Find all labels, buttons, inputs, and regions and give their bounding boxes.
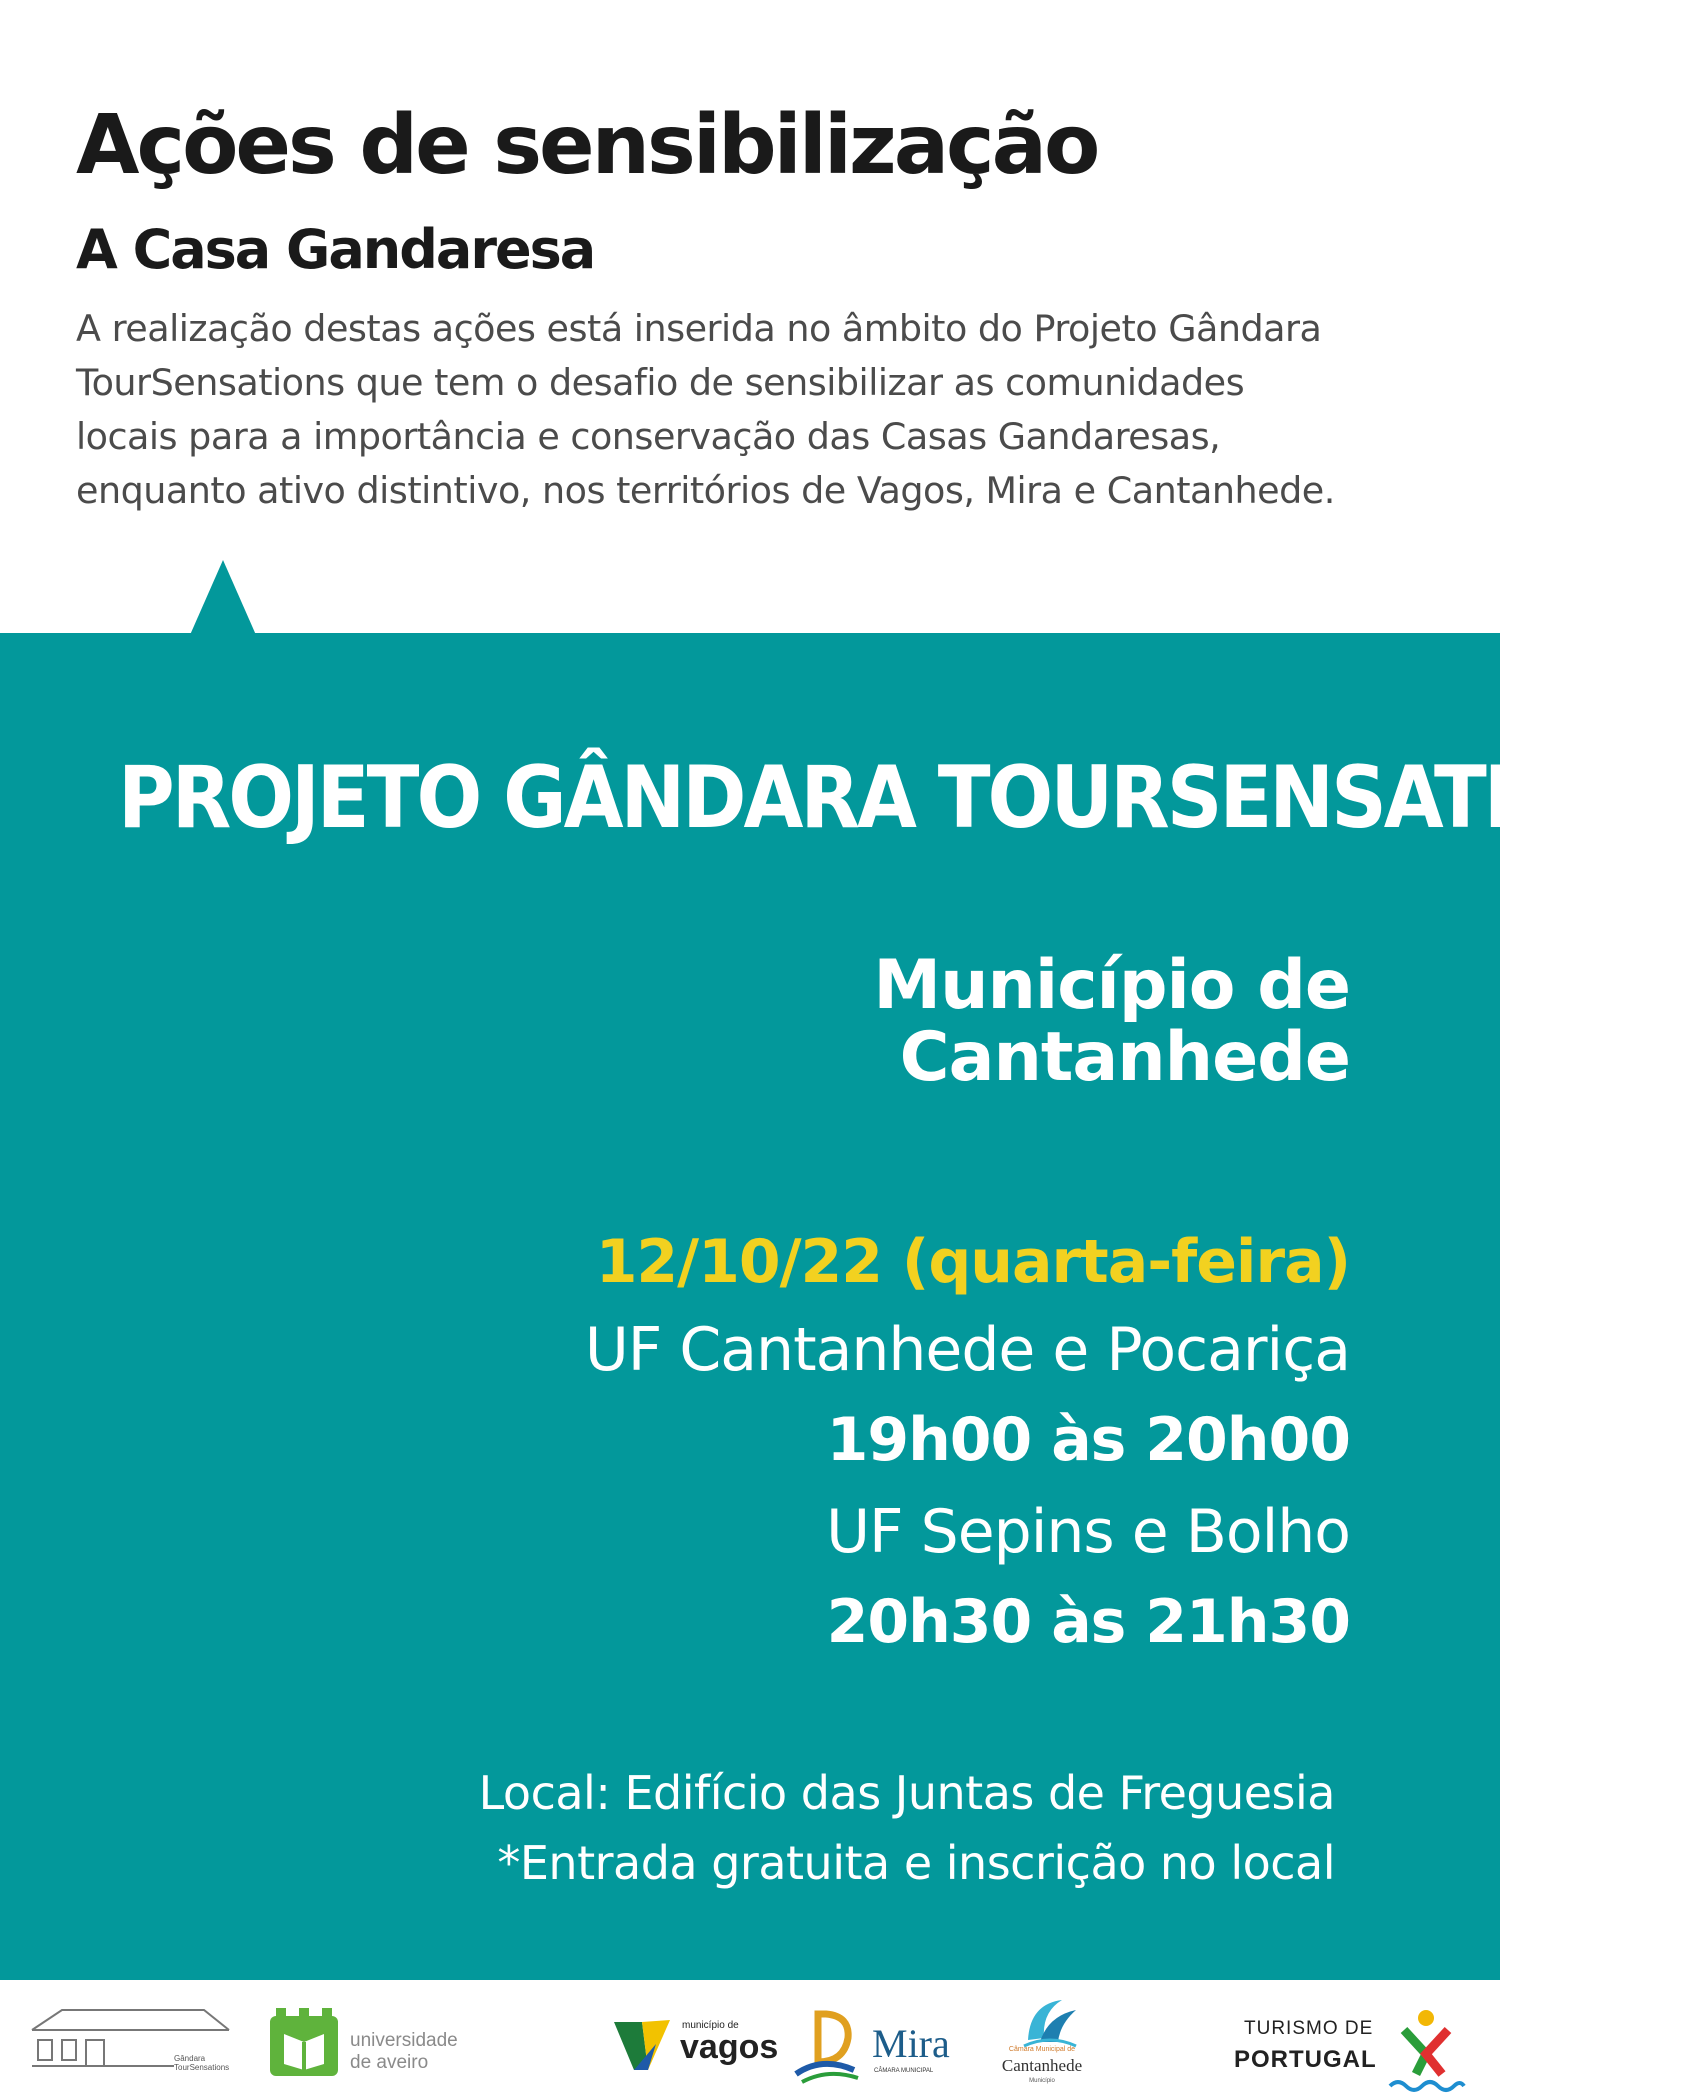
intro-line: locais para a importância e conservação das Casas Gandaresas, [76, 415, 1221, 458]
entry-note: *Entrada gratuita e inscrição no local [497, 1836, 1335, 1890]
cantanhede-small: Câmara Municipal de [1008, 2046, 1076, 2053]
turismo-line2: PORTUGAL [1234, 2046, 1377, 2073]
intro-line: enquanto ativo distintivo, nos territórios de Vagos, Mira e Cantanhede. [76, 469, 1335, 512]
mira-sub: CÂMARA MUNICIPAL [874, 2068, 934, 2074]
ua-line1: universidade [350, 2030, 458, 2051]
ua-line2: de aveiro [350, 2052, 429, 2073]
municipality-line: Cantanhede [899, 1018, 1350, 1097]
vagos-name: vagos [680, 2028, 779, 2066]
municipality-line: Município de [873, 946, 1350, 1025]
vagos-small-text: município de [682, 2020, 739, 2031]
cantanhede-name: Cantanhede [1001, 2056, 1083, 2075]
intro-paragraph [76, 302, 1436, 518]
session-location: UF Sepins e Bolho [826, 1497, 1350, 1567]
turismo-portugal-logo [1230, 2008, 1470, 2094]
cantanhede-logo [992, 1994, 1092, 2098]
gandara-sub: TourSensations [174, 2063, 230, 2072]
ua-logo [270, 2008, 480, 2073]
session-time: 19h00 às 20h00 [826, 1405, 1350, 1475]
municipality-heading [873, 946, 1350, 1097]
mira-emblem-icon [792, 2008, 872, 2088]
cantanhede-emblem-icon [1020, 1994, 1080, 2050]
turismo-line1: TURISMO DE [1244, 2018, 1374, 2039]
intro-line: TourSensations que tem o desafio de sensibilizar as comunidades [76, 361, 1245, 404]
header-section [0, 0, 1500, 633]
project-title: PROJETO GÂNDARA TOURSENSATIONS [118, 748, 1687, 848]
page-subtitle: A Casa Gandaresa [76, 218, 595, 281]
gandara-logo [24, 2004, 234, 2090]
house-outline-icon [24, 2004, 234, 2090]
vagos-emblem-icon [612, 2014, 676, 2074]
sponsor-footer [0, 1980, 1500, 2100]
turismo-figure-icon [1386, 2008, 1466, 2094]
ua-emblem-icon [270, 2008, 338, 2076]
speech-pointer [190, 560, 256, 635]
vagos-logo [612, 2014, 779, 2074]
gandara-name: Gândara [174, 2054, 206, 2063]
mira-logo [792, 2008, 962, 2088]
session-time: 20h30 às 21h30 [826, 1587, 1350, 1657]
cantanhede-sub: Município [1029, 2078, 1055, 2084]
intro-line: A realização destas ações está inserida no âmbito do Projeto Gândara [76, 307, 1322, 350]
session-location: UF Cantanhede e Pocariça [584, 1315, 1350, 1385]
mira-name: Mira [872, 2021, 950, 2066]
page-title: Ações de sensibilização [76, 98, 1098, 193]
event-date: 12/10/22 (quarta-feira) [595, 1227, 1350, 1297]
venue-text: Local: Edifício das Juntas de Freguesia [478, 1766, 1335, 1820]
